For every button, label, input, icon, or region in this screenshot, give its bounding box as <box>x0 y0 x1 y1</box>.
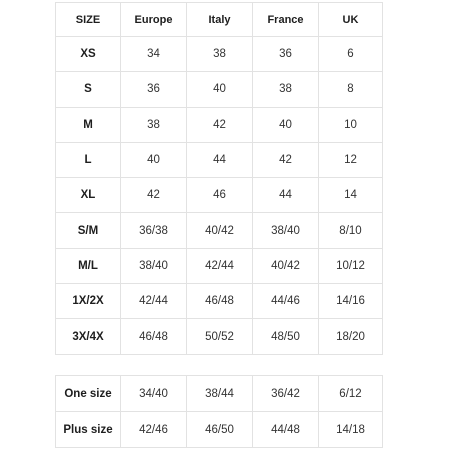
size-value: 38 <box>187 37 253 72</box>
size-value: 36/42 <box>253 376 319 412</box>
size-value: 38 <box>253 72 319 107</box>
size-value: 42/46 <box>121 412 187 448</box>
size-value: 42 <box>253 142 319 177</box>
size-value: 34 <box>121 37 187 72</box>
size-value: 12 <box>319 142 383 177</box>
size-value: 14/18 <box>319 412 383 448</box>
table-row <box>56 142 383 177</box>
size-value: 8/10 <box>319 213 383 248</box>
special-sizes-table <box>55 375 383 448</box>
size-value: 34/40 <box>121 376 187 412</box>
size-label: S/M <box>56 213 121 248</box>
size-value: 38/44 <box>187 376 253 412</box>
size-label: M <box>56 107 121 142</box>
size-value: 14/16 <box>319 284 383 319</box>
size-value: 14 <box>319 178 383 213</box>
size-value: 36/38 <box>121 213 187 248</box>
size-label: Plus size <box>56 412 121 448</box>
table-row <box>56 412 383 448</box>
size-value: 38/40 <box>253 213 319 248</box>
size-value: 50/52 <box>187 319 253 354</box>
size-value: 40/42 <box>187 213 253 248</box>
size-value: 10 <box>319 107 383 142</box>
size-value: 36 <box>121 72 187 107</box>
size-label: 1X/2X <box>56 284 121 319</box>
table-row <box>56 284 383 319</box>
table-row <box>56 72 383 107</box>
size-label: 3X/4X <box>56 319 121 354</box>
column-header: Europe <box>121 3 187 37</box>
size-value: 42 <box>121 178 187 213</box>
size-value: 46/50 <box>187 412 253 448</box>
size-label: S <box>56 72 121 107</box>
size-value: 38 <box>121 107 187 142</box>
column-header: Italy <box>187 3 253 37</box>
size-value: 18/20 <box>319 319 383 354</box>
size-value: 46/48 <box>121 319 187 354</box>
table-row <box>56 248 383 283</box>
size-value: 40 <box>187 72 253 107</box>
size-label: One size <box>56 376 121 412</box>
size-value: 42/44 <box>187 248 253 283</box>
table-row <box>56 37 383 72</box>
size-value: 48/50 <box>253 319 319 354</box>
size-chart-table <box>55 2 383 355</box>
size-value: 36 <box>253 37 319 72</box>
size-value: 42/44 <box>121 284 187 319</box>
size-value: 46/48 <box>187 284 253 319</box>
size-value: 8 <box>319 72 383 107</box>
header-row <box>56 3 383 37</box>
size-value: 6 <box>319 37 383 72</box>
size-value: 44/46 <box>253 284 319 319</box>
table-row <box>56 107 383 142</box>
size-value: 10/12 <box>319 248 383 283</box>
size-value: 44/48 <box>253 412 319 448</box>
column-header: SIZE <box>56 3 121 37</box>
table-row <box>56 376 383 412</box>
table-row <box>56 319 383 354</box>
size-value: 46 <box>187 178 253 213</box>
size-value: 40 <box>121 142 187 177</box>
size-value: 44 <box>253 178 319 213</box>
column-header: UK <box>319 3 383 37</box>
size-value: 44 <box>187 142 253 177</box>
size-label: XS <box>56 37 121 72</box>
table-row <box>56 213 383 248</box>
size-value: 6/12 <box>319 376 383 412</box>
column-header: France <box>253 3 319 37</box>
size-label: M/L <box>56 248 121 283</box>
table-row <box>56 178 383 213</box>
size-value: 40/42 <box>253 248 319 283</box>
size-value: 42 <box>187 107 253 142</box>
size-value: 38/40 <box>121 248 187 283</box>
size-value: 40 <box>253 107 319 142</box>
size-label: L <box>56 142 121 177</box>
size-label: XL <box>56 178 121 213</box>
